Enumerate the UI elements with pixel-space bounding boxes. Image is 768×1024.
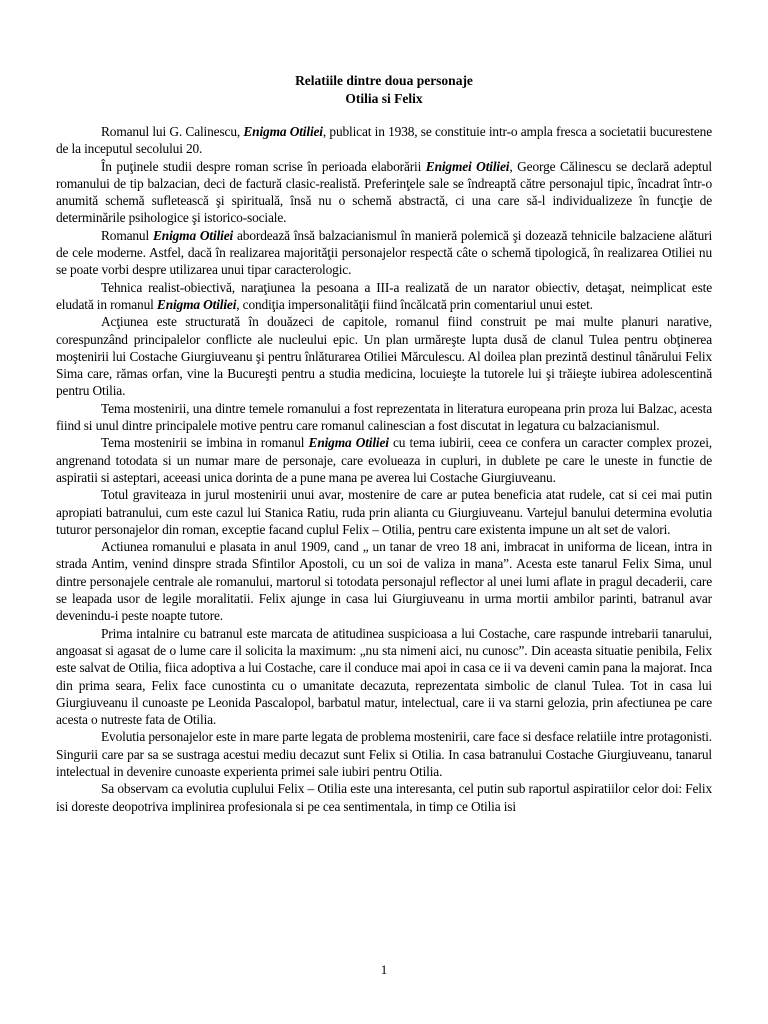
paragraph-text: Romanul lui G. Calinescu,: [101, 124, 244, 139]
paragraph-text: Prima intalnire cu batranul este marcata de atitudinea suspicioasa a lui Costache, care raspunde intrebarii tanarului, angoasat si agasat de o lume care il solicita la maximum: „nu sta nimeni aici, nu cunosc”. Din aceasta situatie penibila, Felix este salvat de Otilia, fiica adoptiva a lui Costache, care il conduce mai apoi in casa ce ii va deveni camin pana la majorat. Inca din prima seara, Felix face cunostinta cu o umanitate decazuta, reprezentata simbolic de clanul Tulea. Tot in casa lui Giurgiuveanu il cunoaste pe Leonida Pascalopol, barbatul matur, intelectual, care ii va starni gelozia, prin afectiunea pe care acesta o nutreste fata de Otilia.: [56, 625, 712, 728]
document-title: Relatiile dintre doua personaje: [295, 73, 473, 88]
emphasized-title-text: Enigma Otiliei: [243, 124, 323, 139]
paragraph: [56, 158, 712, 227]
paragraph: [56, 486, 712, 538]
paragraph-text: Romanul: [101, 227, 153, 243]
document-subtitle: Otilia si Felix: [345, 91, 423, 106]
paragraph: [56, 123, 712, 158]
emphasized-title-text: Enigma Otiliei: [156, 296, 237, 312]
paragraph: [56, 400, 712, 435]
emphasized-title-text: Enigma Otiliei: [152, 227, 234, 243]
paragraph-text: Totul graviteaza in jurul mostenirii unui avar, mostenire de care ar putea beneficia atat rudele, cat si cei mai putin apropiati batranului, cum este cazul lui Stanica Ratiu, ruda prin alianta cu Giurgiuveanu. Vartejul banului determina evolutia tuturor personajelor din roman, exceptie facand cuplul Felix – Otilia, pentru care existenta impune un alt set de valori.: [56, 487, 712, 537]
paragraph: [56, 279, 712, 314]
emphasized-title-text: Enigma Otiliei: [308, 435, 389, 451]
paragraph: [56, 780, 712, 815]
paragraph-text: Tema mostenirii, una dintre temele romanului a fost reprezentata in literatura europeana prin proza lui Balzac, acesta fiind si unul dintre principalele motive pentru care romanul calinescian a fost discutat in legatura cu balzacianismul.: [56, 400, 712, 434]
document-body: [56, 123, 712, 815]
paragraph: [56, 538, 712, 624]
paragraph-text: În puţinele studii despre roman scrise în perioada elaborării: [101, 158, 426, 174]
paragraph: [56, 434, 712, 486]
paragraph-text: Tehnica realist-obiectivă, naraţiunea la pesoana a III-a realizată de un narator obiectiv, detaşat, neimplicat este eludată in romanul: [56, 279, 712, 312]
paragraph-text: Tema mostenirii se imbina in romanul: [101, 435, 309, 451]
page-number: 1: [380, 962, 388, 977]
paragraph-text: Sa observam ca evolutia cuplului Felix – Otilia este una interesanta, cel putin sub raportul aspiratiilor celor doi: Felix isi doreste deopotriva implinirea profesionala si pe cea sentimentala, in timp ce Otilia isi: [56, 781, 712, 814]
paragraph-text: , publicat in 1938, se constituie intr-o ampla fresca a societatii bucurestene de la inceputul secolului 20.: [56, 124, 712, 157]
paragraph: [56, 313, 712, 399]
emphasized-title-text: Enigmei Otiliei: [425, 158, 510, 174]
paragraph: [56, 227, 712, 279]
paragraph-text: cu tema iubirii, ceea ce confera un caracter complex prozei, angrenand totodata si un numar mare de personaje, care evolueaza in cupluri, in dublete pe care le uneste in functie de aspiratii si asteptari, aceeasi unica dorinta de a pune mana pe averea lui Costache Giurgiuveanu.: [56, 435, 712, 485]
paragraph-text: Evolutia personajelor este in mare parte legata de problema mostenirii, care face si desface relatiile intre protagonisti. Singurii care par sa se sustraga acestui mediu decazut sunt Felix si Otilia. In casa batranului Costache Giurgiuveanu, tanarul intelectual in devenire cunoaste experienta primei sale iubiri pentru Otilia.: [56, 729, 712, 779]
paragraph: [56, 625, 712, 729]
paragraph-text: abordează însă balzacianismul în manieră polemică şi dozează tehnicile balzaciene alături de cele moderne. Astfel, dacă în realizarea majorităţii personajelor respectă câte o schemă tipologică, în realizarea Otiliei nu se poate vorbi despre utilizarea unui tipar caracterologic.: [56, 227, 713, 278]
paragraph-text: , condiţia impersonalităţii fiind încălcată prin comentariul unui estet.: [236, 296, 593, 312]
paragraph-text: Acţiunea este structurată în douăzeci de capitole, romanul fiind construit pe mai multe planuri narative, corespunzând principalelor conflicte ale nucleului epic. Un plan urmăreşte lupta dusă de clanul Tulea pentru obţinerea moştenirii lui Costache Giurgiuveanu şi pentru înlăturarea Otiliei Mărculescu. Al doilea plan prezintă destinul tânărului Felix Sima care, rămas orfan, vine la Bucureşti pentru a studia medicina, locuieşte la tutorele lui şi trăieşte iubirea adolescentină pentru Otilia.: [56, 314, 712, 399]
paragraph-text: Actiunea romanului e plasata in anul 1909, cand „ un tanar de vreo 18 ani, imbracat in uniforma de licean, intra in strada Antim, venind dinspre strada Sfintilor Apostoli, cu un soi de valiza in mana”. Acesta este tanarul Felix Sima, unul dintre personajele centrale ale romanului, martorul si totodata personajul reflector al unei lumi aflate in pragul decaderii, care se leapada usor de legile moralitatii. Felix ajunge in casa lui Giurgiuveanu in urma mortii ambilor parinti, batranul avar devenindu-i peste noapte tutore.: [56, 539, 712, 624]
paragraph-text: , George Călinescu se declară adeptul romanului de tip balzacian, deci de factură clasic-realistă. Preferinţele sale se îndreaptă către personajul tipic, încadrat într-o anumită schemă sufletească şi spirituală, însă nu o schemă abstractă, ci una care să-l individualizeze în funcţie de determinările psihologice şi istorico-sociale.: [56, 158, 712, 226]
paragraph: [56, 728, 712, 780]
